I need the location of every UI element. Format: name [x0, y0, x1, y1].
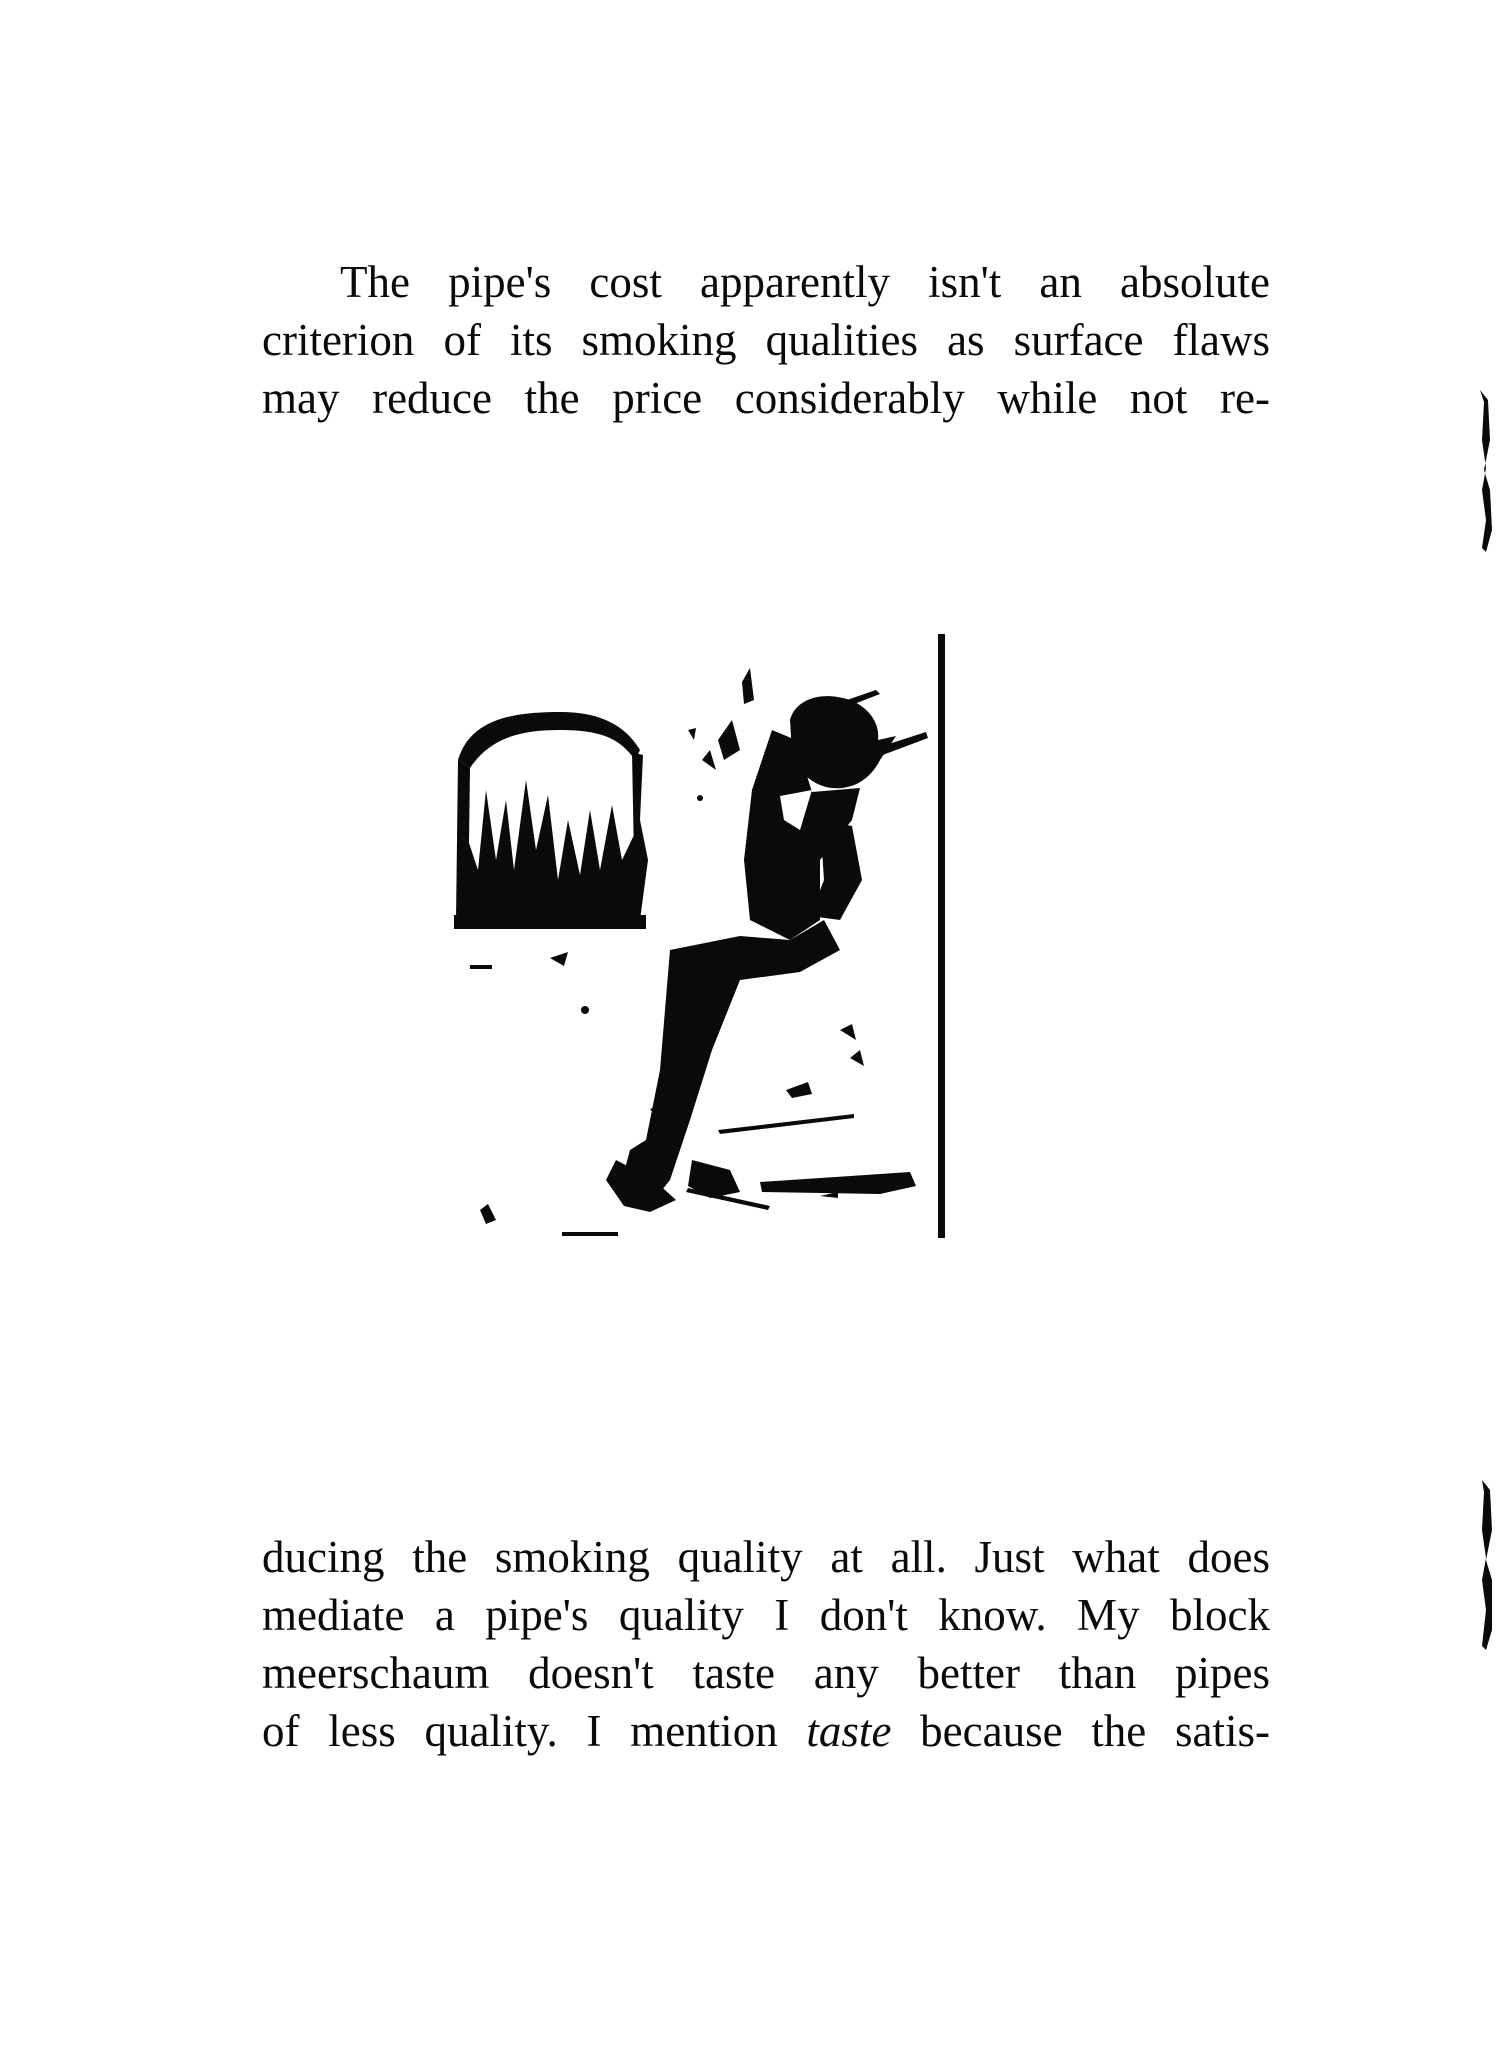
top-paragraph — [262, 253, 1270, 427]
binding-mark-top — [1472, 380, 1500, 560]
fire-flames — [464, 780, 640, 920]
text-line: mediate a pipe's quality I don't know. My block — [262, 1590, 1270, 1640]
text-line: may reduce the price considerably while not re- — [262, 373, 1270, 423]
hearth-base — [454, 915, 646, 929]
chair-line — [718, 1114, 854, 1134]
fireplace-arch — [458, 712, 640, 768]
text-run: of less quality. I mention — [262, 1706, 807, 1756]
binding-mark-bottom — [1472, 1460, 1500, 1660]
bottom-paragraph — [262, 1528, 1270, 1760]
figure-legs — [622, 920, 840, 1200]
woodcut-illustration — [440, 620, 1080, 1240]
chair-seat — [760, 1172, 916, 1194]
emphasized-word: taste — [806, 1706, 892, 1756]
text-line — [262, 1702, 1270, 1760]
text-line: The pipe's cost apparently isn't an absolute — [340, 257, 1270, 307]
text-line: meerschaum doesn't taste any better than pipes — [262, 1648, 1270, 1698]
text-run: because the satis- — [891, 1706, 1270, 1756]
text-line: ducing the smoking quality at all. Just what does — [262, 1532, 1270, 1582]
text-line: criterion of its smoking qualities as surface flaws — [262, 315, 1270, 365]
wall-line — [938, 634, 945, 1238]
